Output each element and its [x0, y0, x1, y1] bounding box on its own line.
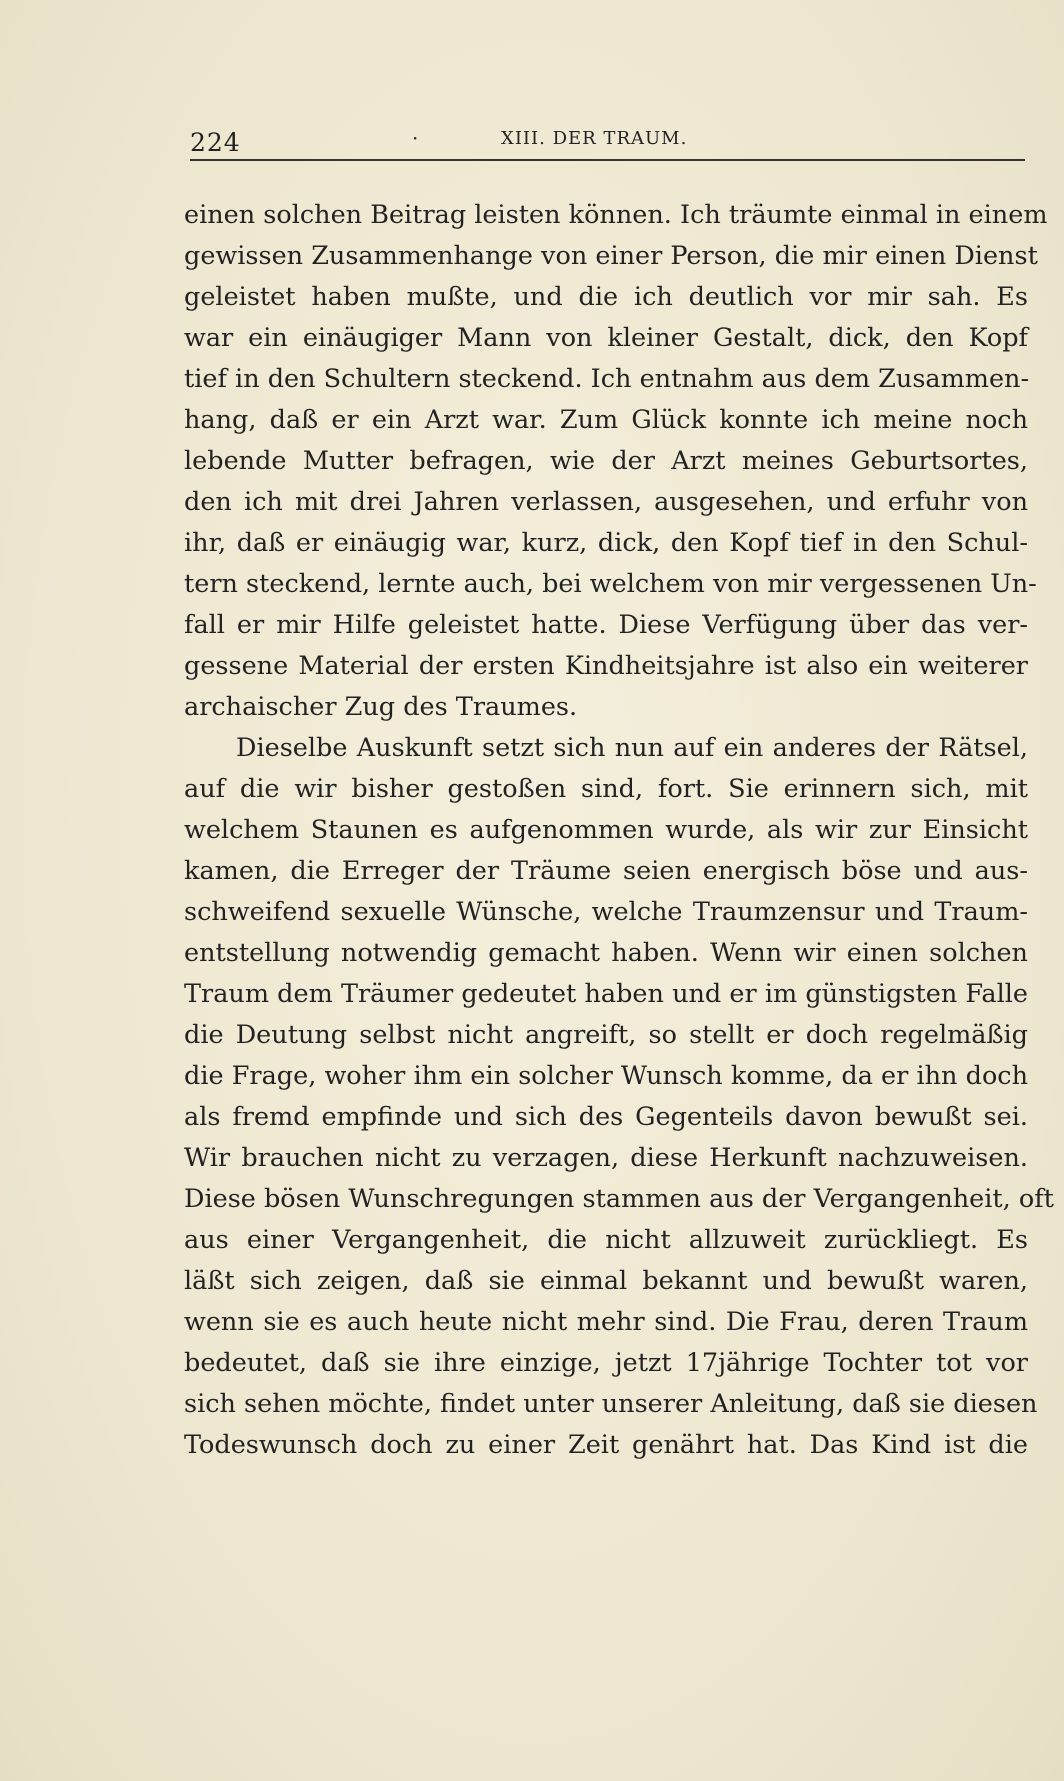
text-line: fall er mir Hilfe geleistet hatte. Diese Verfügung über das ver-	[184, 610, 1028, 640]
text-line: tief in den Schultern steckend. Ich entnahm aus dem Zusammen-	[184, 364, 1030, 394]
text-line: den ich mit drei Jahren verlassen, ausgesehen, und erfuhr von	[184, 487, 1028, 517]
text-line: gessene Material der ersten Kindheitsjahre ist also ein weiterer	[184, 651, 1028, 681]
text-line: entstellung notwendig gemacht haben. Wenn wir einen solchen	[184, 938, 1028, 968]
text-line: Traum dem Träumer gedeutet haben und er im günstigsten Falle	[184, 979, 1028, 1009]
page-header	[190, 122, 1025, 162]
text-line: ihr, daß er einäugig war, kurz, dick, den Kopf tief in den Schul-	[184, 528, 1028, 558]
text-line: archaischer Zug des Traumes.	[184, 692, 578, 722]
body-text	[184, 195, 1054, 1466]
text-line: bedeutet, daß sie ihre einzige, jetzt 17jährige Tochter tot vor	[184, 1348, 1028, 1378]
text-line: einen solchen Beitrag leisten können. Ich träumte einmal in einem	[184, 200, 1048, 230]
text-line: wenn sie es auch heute nicht mehr sind. Die Frau, deren Traum	[184, 1307, 1028, 1337]
text-line: gewissen Zusammenhange von einer Person, die mir einen Dienst	[184, 241, 1038, 271]
header-rule	[190, 159, 1025, 161]
header-dot: ·	[412, 126, 419, 150]
text-line: sich sehen möchte, findet unter unserer Anleitung, daß sie diesen	[184, 1389, 1038, 1419]
text-line: die Frage, woher ihm ein solcher Wunsch komme, da er ihn doch	[184, 1061, 1028, 1091]
text-line: hang, daß er ein Arzt war. Zum Glück konnte ich meine noch	[184, 405, 1028, 435]
text-line: Wir brauchen nicht zu verzagen, diese Herkunft nachzuweisen.	[184, 1143, 1028, 1173]
text-line: schweifend sexuelle Wünsche, welche Traumzensur und Traum-	[184, 897, 1028, 927]
page-number: 224	[190, 128, 241, 157]
text-line: aus einer Vergangenheit, die nicht allzuweit zurückliegt. Es	[184, 1225, 1028, 1255]
text-line: war ein einäugiger Mann von kleiner Gestalt, dick, den Kopf	[184, 323, 1028, 353]
text-line: Todeswunsch doch zu einer Zeit genährt hat. Das Kind ist die	[184, 1430, 1028, 1460]
text-line: lebende Mutter befragen, wie der Arzt meines Geburtsortes,	[184, 446, 1028, 476]
text-line: Diese bösen Wunschregungen stammen aus der Vergangenheit, oft	[184, 1184, 1054, 1214]
text-line: als fremd empfinde und sich des Gegenteils davon bewußt sei.	[184, 1102, 1028, 1132]
text-line: tern steckend, lernte auch, bei welchem von mir vergessenen Un-	[184, 569, 1037, 599]
text-line: läßt sich zeigen, daß sie einmal bekannt und bewußt waren,	[184, 1266, 1028, 1296]
text-line: Dieselbe Auskunft setzt sich nun auf ein anderes der Rätsel,	[236, 733, 1028, 763]
text-line: kamen, die Erreger der Träume seien energisch böse und aus-	[184, 856, 1028, 886]
text-line: auf die wir bisher gestoßen sind, fort. Sie erinnern sich, mit	[184, 774, 1028, 804]
text-line: die Deutung selbst nicht angreift, so stellt er doch regelmäßig	[184, 1020, 1028, 1050]
text-line: geleistet haben mußte, und die ich deutlich vor mir sah. Es	[184, 282, 1028, 312]
text-line: welchem Staunen es aufgenommen wurde, als wir zur Einsicht	[184, 815, 1028, 845]
running-head: XIII. DER TRAUM.	[501, 128, 688, 149]
